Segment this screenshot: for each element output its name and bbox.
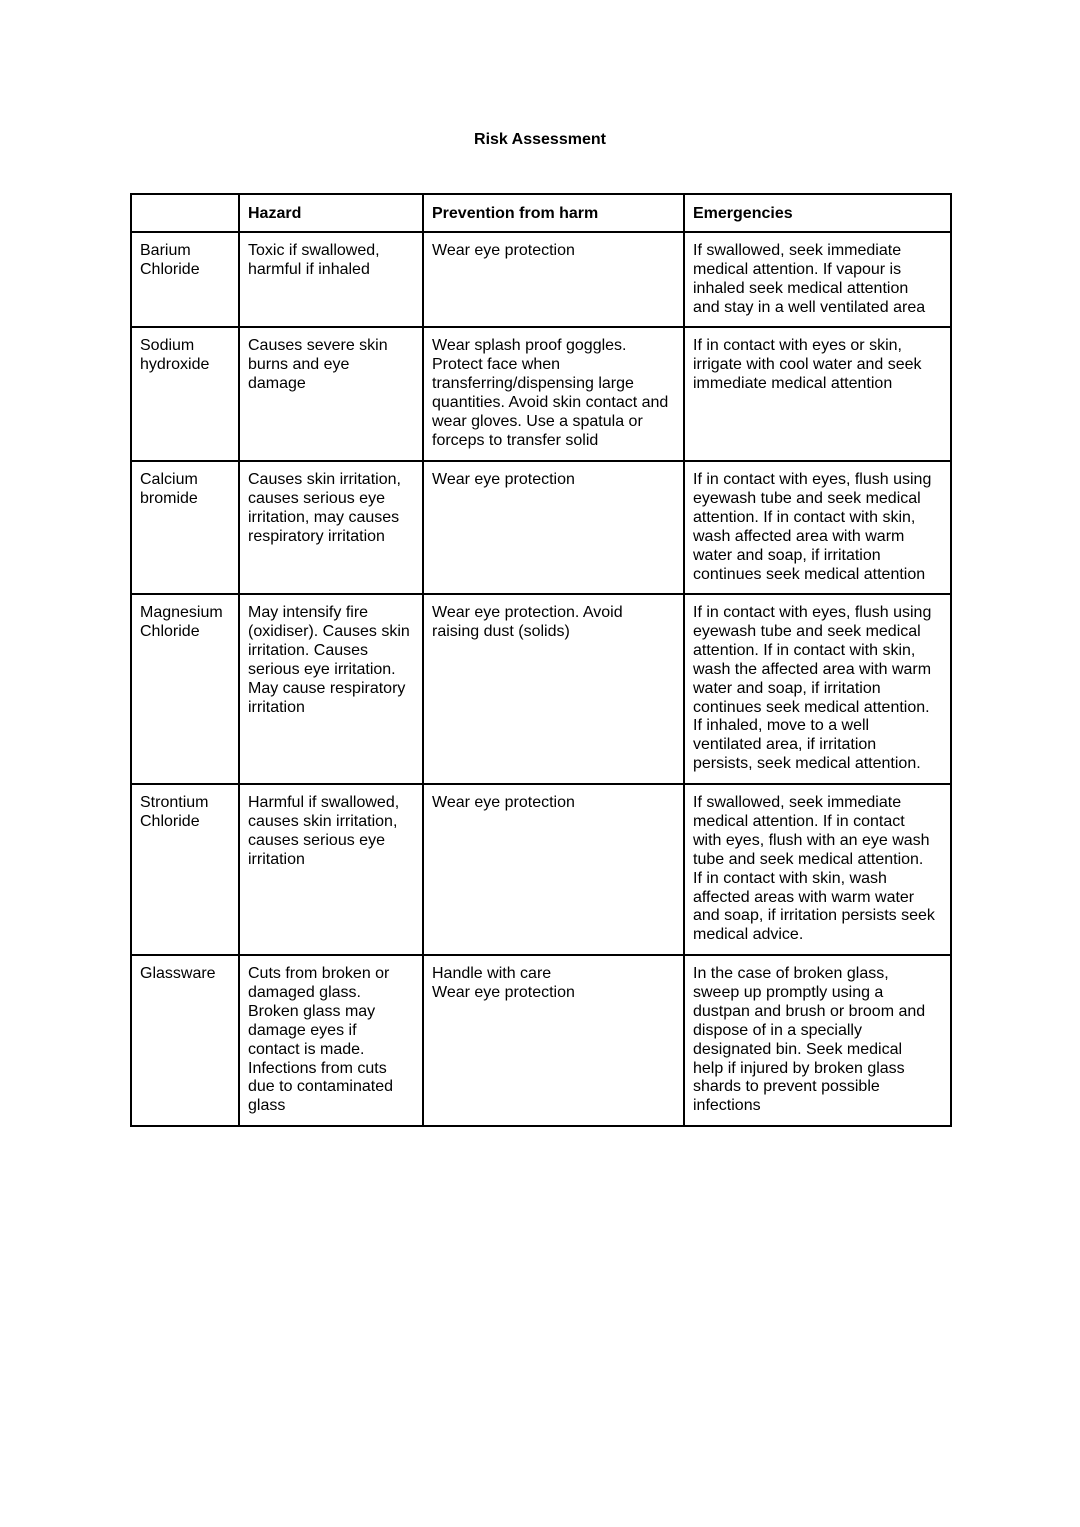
cell-hazard: May intensify fire (oxidiser). Causes skin irritation. Causes serious eye irritation. May cause respiratory irritation [239,594,423,784]
cell-prevention: Wear eye protection. Avoid raising dust (solids) [423,594,684,784]
cell-substance: Sodium hydroxide [131,327,239,461]
cell-prevention: Wear splash proof goggles. Protect face when transferring/dispensing large quantities. Avoid skin contact and wear gloves. Use a spatula or forceps to transfer solid [423,327,684,461]
table-row [131,232,951,327]
cell-substance: Calcium bromide [131,461,239,594]
cell-prevention: Handle with care Wear eye protection [423,955,684,1126]
table-row [131,955,951,1126]
cell-substance: Magnesium Chloride [131,594,239,784]
cell-substance: Strontium Chloride [131,784,239,955]
cell-substance: Barium Chloride [131,232,239,327]
table-row [131,594,951,784]
cell-hazard: Harmful if swallowed, causes skin irritation, causes serious eye irritation [239,784,423,955]
table-header-row [131,194,951,232]
header-emergencies: Emergencies [684,194,951,232]
cell-emergencies: If in contact with eyes or skin, irrigate with cool water and seek immediate medical attention [684,327,951,461]
risk-assessment-table [130,193,952,1127]
table-row [131,327,951,461]
page-title: Risk Assessment [474,131,606,148]
cell-emergencies: If swallowed, seek immediate medical attention. If vapour is inhaled seek medical attention and stay in a well ventilated area [684,232,951,327]
cell-hazard: Causes skin irritation, causes serious eye irritation, may causes respiratory irritation [239,461,423,594]
cell-hazard: Causes severe skin burns and eye damage [239,327,423,461]
cell-hazard: Toxic if swallowed, harmful if inhaled [239,232,423,327]
cell-emergencies: In the case of broken glass, sweep up promptly using a dustpan and brush or broom and dispose of in a specially designated bin. Seek medical help if injured by broken glass shards to prevent possible infections [684,955,951,1126]
cell-substance: Glassware [131,955,239,1126]
header-hazard: Hazard [239,194,423,232]
cell-emergencies: If swallowed, seek immediate medical attention. If in contact with eyes, flush with an eye wash tube and seek medical attention. If in contact with skin, wash affected areas with warm water and soap, if irritation persists seek medical advice. [684,784,951,955]
cell-prevention: Wear eye protection [423,461,684,594]
cell-emergencies: If in contact with eyes, flush using eyewash tube and seek medical attention. If in contact with skin, wash the affected area with warm water and soap, if irritation continues seek medical attention. If inhaled, move to a well ventilated area, if irritation persists, seek medical attention. [684,594,951,784]
cell-emergencies: If in contact with eyes, flush using eyewash tube and seek medical attention. If in contact with skin, wash affected area with warm water and soap, if irritation continues seek medical attention [684,461,951,594]
table-row [131,784,951,955]
table-row [131,461,951,594]
cell-prevention: Wear eye protection [423,232,684,327]
header-substance [131,194,239,232]
cell-hazard: Cuts from broken or damaged glass. Broken glass may damage eyes if contact is made. Infections from cuts due to contaminated glass [239,955,423,1126]
cell-prevention: Wear eye protection [423,784,684,955]
header-prevention: Prevention from harm [423,194,684,232]
